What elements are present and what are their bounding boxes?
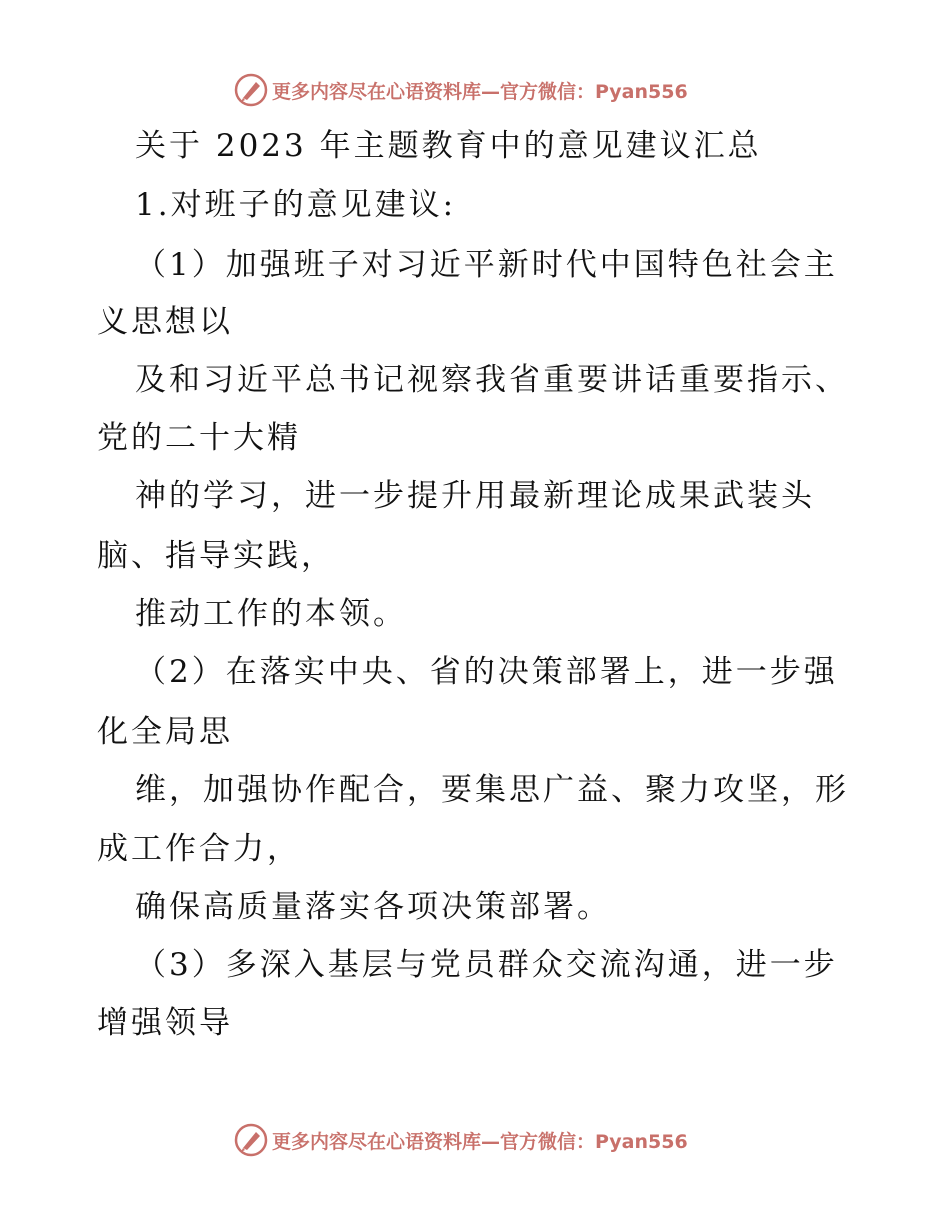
section-heading: 1.对班子的意见建议: [135,187,457,223]
paragraph-line: 义思想以 [97,304,233,340]
pen-logo-icon [234,73,268,107]
paragraph-line: 增强领导 [97,1005,233,1041]
paragraph-line: 党的二十大精 [97,420,301,456]
header-watermark [234,72,688,108]
paragraph-line: 神的学习，进一步提升用最新理论成果武装头 [135,478,815,514]
watermark-text: 更多内容尽在心语资料库—官方微信：Pyan556 [272,1130,688,1153]
paragraph-line: 确保高质量落实各项决策部署。 [135,889,611,925]
paragraph-line: 成工作合力， [97,831,301,867]
paragraph-line: 化全局思 [97,714,233,750]
paragraph-line: 脑、指导实践， [97,538,335,574]
footer-watermark [234,1122,688,1158]
watermark-text: 更多内容尽在心语资料库—官方微信：Pyan556 [272,80,688,103]
paragraph-line: 推动工作的本领。 [135,596,407,632]
paragraph-line: 维，加强协作配合，要集思广益、聚力攻坚，形 [135,772,849,808]
paragraph-line: （3）多深入基层与党员群众交流沟通，进一步 [135,947,838,983]
paragraph-line: 及和习近平总书记视察我省重要讲话重要指示、 [135,362,849,398]
document-title: 关于 2023 年主题教育中的意见建议汇总 [135,128,762,164]
paragraph-line: （2）在落实中央、省的决策部署上，进一步强 [135,654,838,690]
paragraph-line: （1）加强班子对习近平新时代中国特色社会主 [135,247,838,283]
pen-logo-icon [234,1123,268,1157]
